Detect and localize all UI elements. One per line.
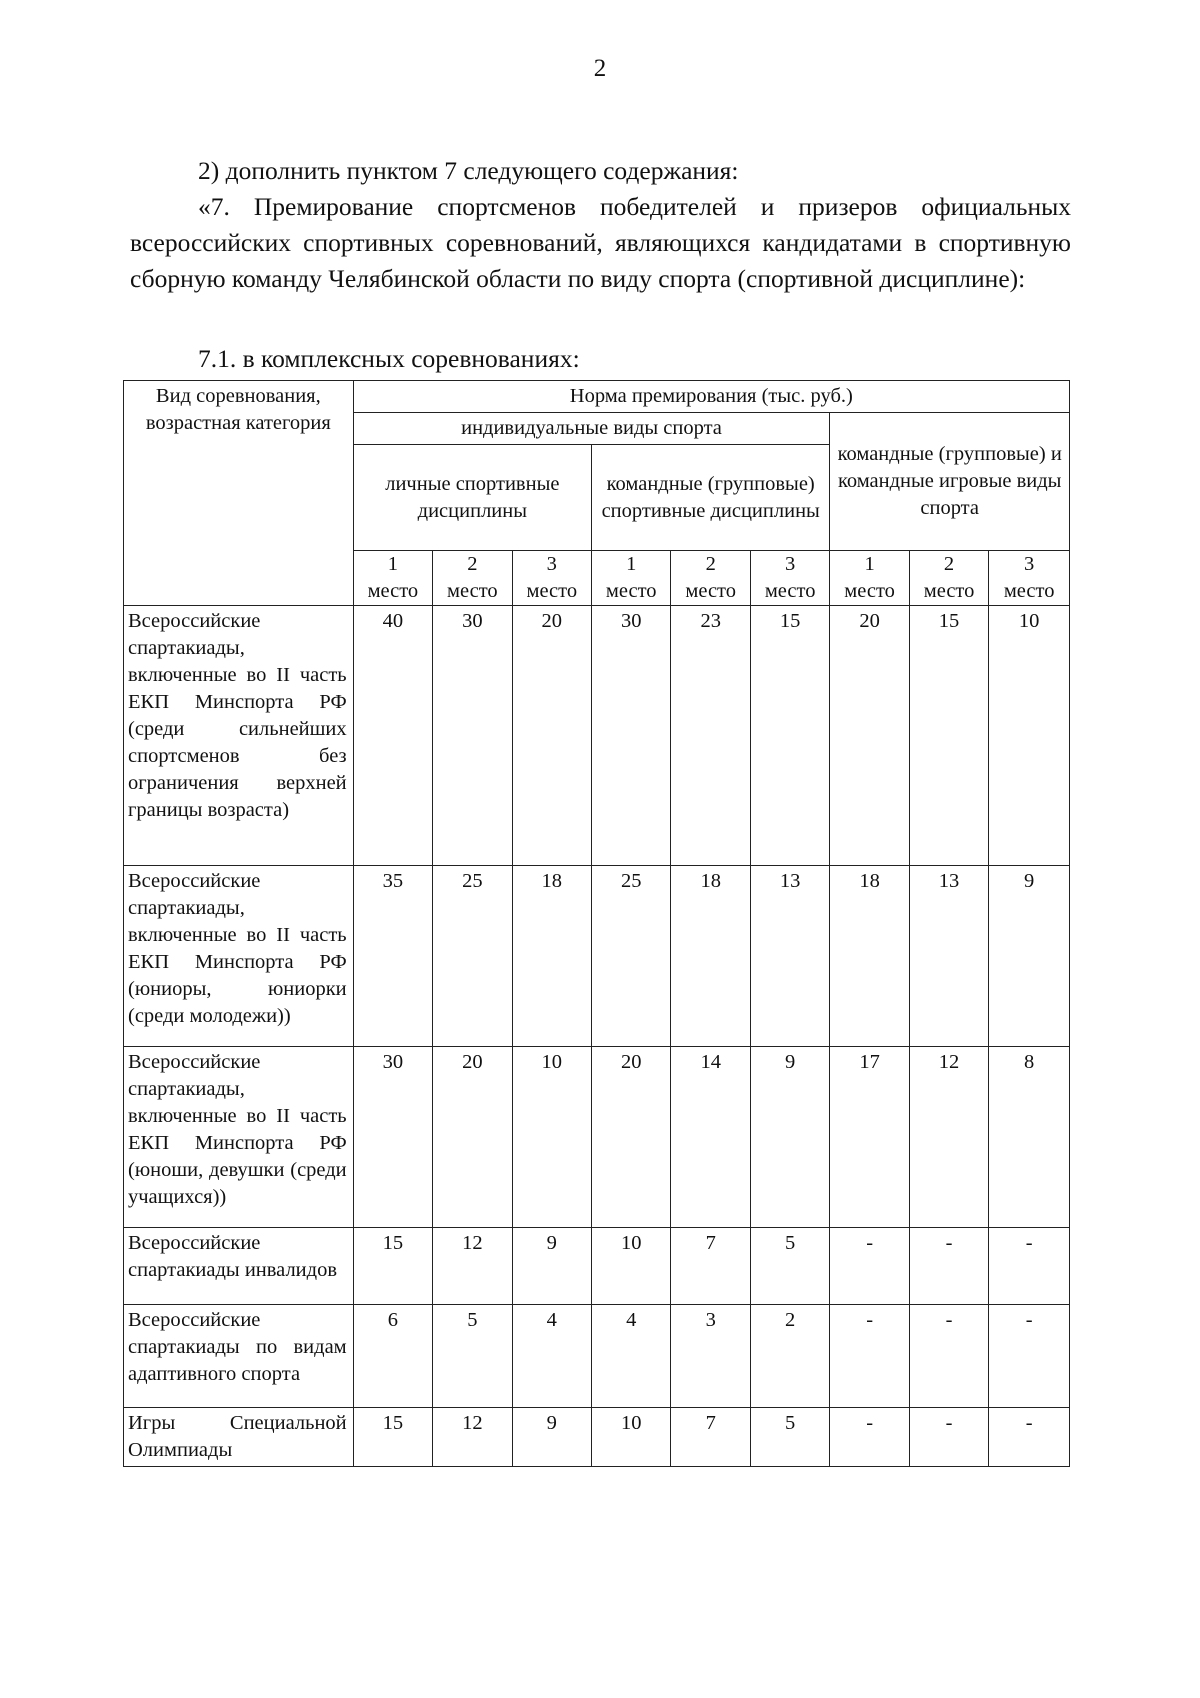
header-award-norm: Норма премирования (тыс. руб.) (353, 381, 1069, 413)
award-value-cell: 25 (592, 866, 671, 1047)
award-value-cell: 20 (512, 606, 591, 866)
award-value-cell: 5 (433, 1305, 512, 1408)
place-word: место (923, 580, 975, 602)
place-word: место (526, 580, 578, 602)
place-word: место (447, 580, 498, 602)
award-value-cell: 17 (830, 1047, 909, 1228)
award-value-cell: 3 (671, 1305, 750, 1408)
award-value-cell: - (909, 1305, 988, 1408)
place-header (592, 551, 671, 606)
place-number: 3 (546, 553, 557, 575)
award-value-cell: 18 (671, 866, 750, 1047)
award-value-cell: 20 (592, 1047, 671, 1228)
page-number: 2 (593, 55, 607, 82)
award-value-cell: - (989, 1408, 1070, 1467)
award-value-cell: 12 (433, 1408, 512, 1467)
place-number: 1 (626, 553, 637, 575)
award-value-cell: 18 (512, 866, 591, 1047)
place-number: 3 (1024, 553, 1035, 575)
award-value-cell: - (909, 1408, 988, 1467)
award-value-cell: 15 (353, 1228, 432, 1305)
award-value-cell: 13 (909, 866, 988, 1047)
award-value-cell: 9 (512, 1228, 591, 1305)
place-number: 1 (864, 553, 875, 575)
award-value-cell: 40 (353, 606, 432, 866)
award-value-cell: 5 (750, 1408, 829, 1467)
award-value-cell: - (989, 1305, 1070, 1408)
award-value-cell: 10 (592, 1228, 671, 1305)
section-title: «7. Премирование спортсменов победителей и призеров официальных всероссийских спортивных соревнований, являющихся кандидатами в спортивную сборную команду Челябинской области по виду спорта (спортивной дисциплине): (130, 192, 1071, 293)
award-value-cell: 10 (512, 1047, 591, 1228)
place-header (989, 551, 1070, 606)
award-value-cell: 10 (592, 1408, 671, 1467)
award-value-cell: 4 (592, 1305, 671, 1408)
award-value-cell: 30 (353, 1047, 432, 1228)
award-value-cell: 23 (671, 606, 750, 866)
place-word: место (605, 580, 657, 602)
award-value-cell: 25 (433, 866, 512, 1047)
amendment-item: 2) дополнить пунктом 7 следующего содержания: (198, 156, 739, 185)
award-value-cell: - (909, 1228, 988, 1305)
award-value-cell: 7 (671, 1228, 750, 1305)
place-header (433, 551, 512, 606)
award-value-cell: 8 (989, 1047, 1070, 1228)
place-word: место (367, 580, 419, 602)
competition-category-cell: Всероссийские спартакиады, включенные во II часть ЕКП Минспорта РФ (среди сильнейших спортсменов без ограничения верхней границы возраста) (124, 606, 354, 866)
award-value-cell: 9 (750, 1047, 829, 1228)
award-value-cell: - (830, 1228, 909, 1305)
place-word: место (685, 580, 736, 602)
award-value-cell: 15 (909, 606, 988, 866)
award-value-cell: 20 (433, 1047, 512, 1228)
award-norms-table (123, 380, 1070, 1467)
award-value-cell: 2 (750, 1305, 829, 1408)
award-value-cell: - (830, 1305, 909, 1408)
place-number: 2 (943, 553, 955, 575)
place-header (512, 551, 591, 606)
place-word: место (1003, 580, 1055, 602)
table-row (124, 866, 1070, 1047)
header-group-disciplines: командные (групповые) спортивные дисциплины (592, 445, 830, 551)
place-word: место (764, 580, 816, 602)
award-value-cell: 20 (830, 606, 909, 866)
award-value-cell: 30 (433, 606, 512, 866)
place-number: 1 (387, 553, 398, 575)
place-number: 2 (705, 553, 716, 575)
award-value-cell: 15 (353, 1408, 432, 1467)
competition-category-cell: Всероссийские спартакиады инвалидов (124, 1228, 354, 1305)
place-header (750, 551, 829, 606)
subsection-heading: 7.1. в комплексных соревнованиях: (198, 344, 580, 373)
award-value-cell: 10 (989, 606, 1070, 866)
award-value-cell: 9 (989, 866, 1070, 1047)
place-word: место (844, 580, 895, 602)
award-value-cell: 15 (750, 606, 829, 866)
award-value-cell: 35 (353, 866, 432, 1047)
table-row (124, 1305, 1070, 1408)
table-row (124, 1047, 1070, 1228)
table-row (124, 606, 1070, 866)
award-value-cell: 18 (830, 866, 909, 1047)
header-competition-category: Вид соревнования, возрастная категория (124, 381, 354, 606)
place-header (830, 551, 909, 606)
place-header (671, 551, 750, 606)
header-personal-disciplines: личные спортивные дисциплины (353, 445, 591, 551)
award-value-cell: 13 (750, 866, 829, 1047)
place-number: 3 (785, 553, 796, 575)
competition-category-cell: Всероссийские спартакиады, включенные во II часть ЕКП Минспорта РФ (юноши, девушки (среди учащихся)) (124, 1047, 354, 1228)
place-header (353, 551, 432, 606)
award-value-cell: 6 (353, 1305, 432, 1408)
competition-category-cell: Всероссийские спартакиады, включенные во II часть ЕКП Минспорта РФ (юниоры, юниорки (среди молодежи)) (124, 866, 354, 1047)
award-value-cell: 9 (512, 1408, 591, 1467)
award-value-cell: 5 (750, 1228, 829, 1305)
award-value-cell: 14 (671, 1047, 750, 1228)
award-value-cell: 12 (909, 1047, 988, 1228)
award-value-cell: - (830, 1408, 909, 1467)
place-number: 2 (467, 553, 478, 575)
table-row (124, 1408, 1070, 1467)
table-row (124, 1228, 1070, 1305)
award-value-cell: 30 (592, 606, 671, 866)
header-individual-sports: индивидуальные виды спорта (353, 413, 830, 445)
award-value-cell: - (989, 1228, 1070, 1305)
award-value-cell: 12 (433, 1228, 512, 1305)
award-value-cell: 4 (512, 1305, 591, 1408)
place-header (909, 551, 988, 606)
award-value-cell: 7 (671, 1408, 750, 1467)
competition-category-cell: Игры Специальной Олимпиады (124, 1408, 354, 1467)
header-team-sports: командные (групповые) и командные игровые виды спорта (830, 413, 1070, 551)
competition-category-cell: Всероссийские спартакиады по видам адаптивного спорта (124, 1305, 354, 1408)
